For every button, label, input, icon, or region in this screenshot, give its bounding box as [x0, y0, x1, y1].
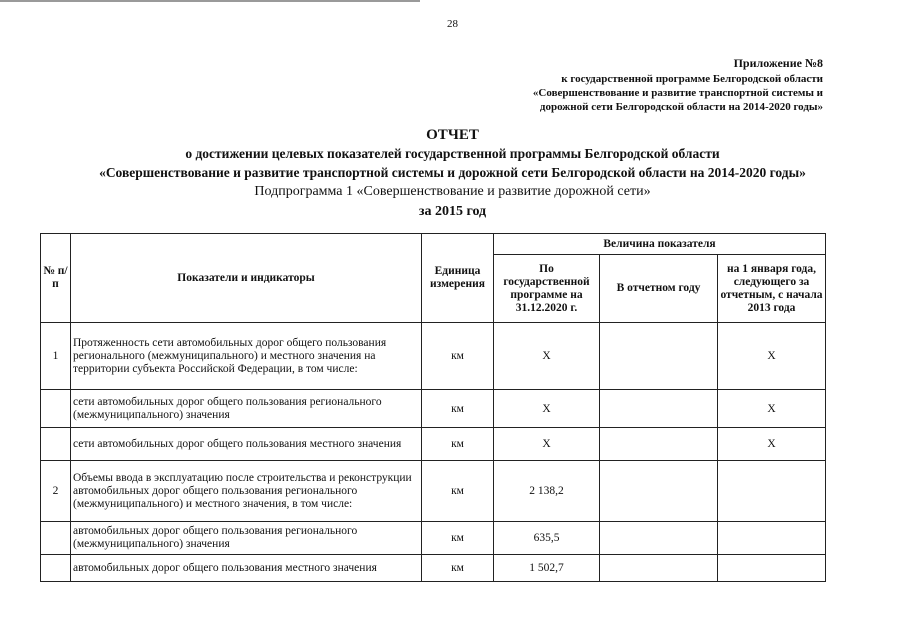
row-report-year — [600, 522, 718, 555]
row-jan1 — [718, 555, 826, 582]
appendix-block — [463, 56, 823, 114]
indicators-table — [40, 233, 826, 582]
page-number: 28 — [447, 18, 458, 30]
row-jan1: X — [718, 428, 826, 461]
row-num: 1 — [41, 323, 71, 390]
report-title: ОТЧЕТ — [426, 127, 479, 143]
report-subtitle: о достижении целевых показателей государственной программы Белгородской области — [185, 146, 720, 161]
appendix-title: Приложение №8 — [733, 56, 823, 70]
top-border-line — [0, 0, 420, 2]
row-report-year — [600, 461, 718, 522]
row-program: 1 502,7 — [494, 555, 600, 582]
row-num — [41, 390, 71, 428]
row-name: Объемы ввода в эксплуатацию после строительства и реконструкции автомобильных дорог общего пользования регионального (межмуниципального) и местного значения, в том числе: — [71, 461, 422, 522]
row-unit: км — [422, 555, 494, 582]
header-report-year: В отчетном году — [600, 255, 718, 323]
row-unit: км — [422, 461, 494, 522]
appendix-line: «Совершенствование и развитие транспортной системы и — [532, 87, 823, 99]
program-name: «Совершенствование и развитие транспортной системы и дорожной сети Белгородской области на 2014-2020 годы» — [99, 165, 806, 180]
appendix-line: дорожной сети Белгородской области на 2014-2020 годы» — [539, 101, 823, 113]
header-jan1: на 1 января года, следующего за отчетным, с начала 2013 года — [718, 255, 826, 323]
report-year: за 2015 год — [418, 204, 487, 219]
table-row — [41, 555, 826, 582]
subprogram-name: Подпрограмма 1 «Совершенствование и развитие дорожной сети» — [254, 184, 651, 199]
table-row — [41, 461, 826, 522]
row-name: автомобильных дорог общего пользования регионального (межмуниципального) значения — [71, 522, 422, 555]
row-unit: км — [422, 323, 494, 390]
report-heading — [0, 126, 905, 223]
header-unit: Единица измерения — [422, 234, 494, 323]
row-jan1 — [718, 461, 826, 522]
row-name: Протяженность сети автомобильных дорог общего пользования регионального (межмуниципального) и местного значения на территории субъекта Российской Федерации, в том числе: — [71, 323, 422, 390]
row-jan1 — [718, 522, 826, 555]
row-num: 2 — [41, 461, 71, 522]
row-jan1: X — [718, 390, 826, 428]
row-program: X — [494, 428, 600, 461]
row-num — [41, 428, 71, 461]
header-name: Показатели и индикаторы — [71, 234, 422, 323]
table-row — [41, 428, 826, 461]
appendix-line: к государственной программе Белгородской области — [561, 73, 823, 85]
row-report-year — [600, 390, 718, 428]
row-program: X — [494, 323, 600, 390]
row-name: сети автомобильных дорог общего пользования регионального (межмуниципального) значения — [71, 390, 422, 428]
table-row — [41, 522, 826, 555]
row-program: 635,5 — [494, 522, 600, 555]
table-row — [41, 323, 826, 390]
table-row — [41, 390, 826, 428]
row-name: автомобильных дорог общего пользования местного значения — [71, 555, 422, 582]
header-group: Величина показателя — [494, 234, 826, 255]
row-unit: км — [422, 390, 494, 428]
row-jan1: X — [718, 323, 826, 390]
row-report-year — [600, 428, 718, 461]
row-unit: км — [422, 522, 494, 555]
row-name: сети автомобильных дорог общего пользования местного значения — [71, 428, 422, 461]
row-program: 2 138,2 — [494, 461, 600, 522]
header-num: № п/п — [41, 234, 71, 323]
row-num — [41, 555, 71, 582]
row-report-year — [600, 323, 718, 390]
header-program: По государственной программе на 31.12.2020 г. — [494, 255, 600, 323]
row-num — [41, 522, 71, 555]
row-unit: км — [422, 428, 494, 461]
row-program: X — [494, 390, 600, 428]
row-report-year — [600, 555, 718, 582]
